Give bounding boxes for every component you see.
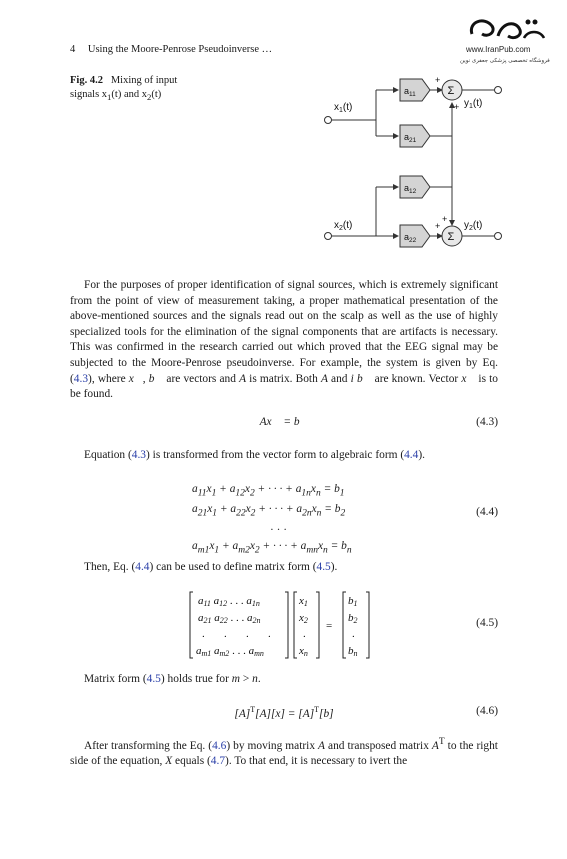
- equation-number: (4.4): [476, 506, 498, 518]
- figure-caption: [70, 74, 200, 104]
- svg-text:b1: b1: [348, 595, 358, 608]
- svg-text:am1 am2 . . . amn: am1 am2 . . . amn: [196, 645, 264, 658]
- sum-symbol-2: Σ: [447, 231, 455, 243]
- svg-text:=: =: [326, 620, 333, 632]
- plus-sign: +: [435, 75, 441, 85]
- equation-4-5: [70, 590, 498, 660]
- paragraph-2: Equation (4.3) is transformed from the vector form to algebraic form (4.4).: [84, 449, 426, 461]
- sum-symbol-1: Σ: [447, 85, 455, 97]
- paragraph-5: After transforming the Eq. (4.6) by moving matrix A and transposed matrix $A^T$ to the right side of the equation, X equals (4.7). To that end, it is necessary to ivert the: [70, 737, 498, 768]
- logo-site: www.IranPub.com: [466, 45, 531, 54]
- plus-sign: +: [454, 102, 460, 112]
- plus-sign: +: [442, 214, 448, 224]
- running-header: [70, 44, 272, 55]
- label-y2: $y_2(t)$: [464, 220, 483, 232]
- publisher-logo: [458, 12, 553, 72]
- input-terminal-x1: [325, 117, 332, 124]
- equation-number: (4.5): [476, 617, 498, 629]
- svg-text:x1: x1: [299, 595, 308, 608]
- paragraph-4: Matrix form (4.5) holds true for m > n.: [84, 673, 261, 685]
- paragraph-1: For the purposes of proper identification of signal sources, which is extremely significant from the point of view of measurement taking, a proper mathematical presentation of the above-mentioned sources and the signals read out on the scalp as well as the use of highly specialized tools for the elimination of the signal components that are artifacts is necessary. This was confirmed in the research carried out which proved that the EEG signal may be subjected to the Moore-Penrose pseudoinverse. For example, the system is given by Eq. (4.3), where x⃗, b⃗ are vectors and A is matrix. Both A and i b⃗ are known. Vector x⃗ is to be found.: [70, 279, 498, 401]
- logo-tagline: فروشگاه تخصصی پزشکی جعفری نوین: [460, 58, 550, 64]
- equation-number: (4.6): [476, 705, 498, 717]
- equation-4-3-body: Ax⃗ = b⃗: [259, 416, 309, 428]
- equation-4-4: [70, 481, 498, 555]
- label-x1: $x_1(t)$: [334, 102, 353, 114]
- plus-sign: +: [435, 221, 441, 231]
- output-terminal-y1: [495, 87, 502, 94]
- svg-text:xn: xn: [299, 645, 308, 658]
- label-y1: $y_1(t)$: [464, 98, 483, 110]
- running-title: Using the Moore-Penrose Pseudoinverse …: [87, 44, 273, 55]
- svg-text:b2: b2: [348, 612, 358, 625]
- equation-4-6-body: $[A]^T[A][x] = [A]^T[b]$: [234, 705, 334, 720]
- label-x2: $x_2(t)$: [334, 220, 353, 232]
- svg-text:.: .: [303, 628, 306, 640]
- output-terminal-y2: [495, 233, 502, 240]
- mixing-diagram: [318, 70, 518, 250]
- figure-caption-text: Mixing of input signals $x_1(t)$ and $x_2(t)$: [70, 75, 178, 103]
- input-terminal-x2: [325, 233, 332, 240]
- paragraph-3: Then, Eq. (4.4) can be used to define matrix form (4.5).: [84, 561, 338, 573]
- logo-mark-icon: [458, 12, 553, 46]
- matrix-equation: [188, 590, 398, 660]
- equation-number: (4.3): [476, 416, 498, 428]
- svg-text:.: .: [352, 628, 355, 640]
- svg-text:a11 a12 . . . a1n: a11 a12 . . . a1n: [198, 595, 260, 608]
- figure-label: Fig. 4.2: [70, 75, 103, 86]
- gain-label-a11: $a_{11}$: [404, 86, 416, 98]
- svg-text:bn: bn: [348, 645, 358, 658]
- gain-label-a12: $a_{12}$: [404, 183, 417, 195]
- svg-text:. . . .: . . . .: [202, 628, 271, 640]
- equation-4-4-body: $a_{11}x_1 + a_{12}x_2$ + · · · + $a_{1n}x_n = b_1$ $a_{21}x_1 + a_{22}x_2$ + · · · + $a_{2n}x_n = b_2$ · · · $a_{m1}x_1 + a_{m2}x_2$ + · · · + $a_{mn}x_n = b_n$: [192, 483, 352, 555]
- svg-text:x2: x2: [299, 612, 308, 625]
- svg-text:a21 a22 . . . a2n: a21 a22 . . . a2n: [198, 612, 261, 625]
- page-number: 4: [70, 44, 76, 55]
- gain-label-a22: $a_{22}$: [404, 232, 417, 244]
- gain-label-a21: $a_{21}$: [404, 132, 417, 144]
